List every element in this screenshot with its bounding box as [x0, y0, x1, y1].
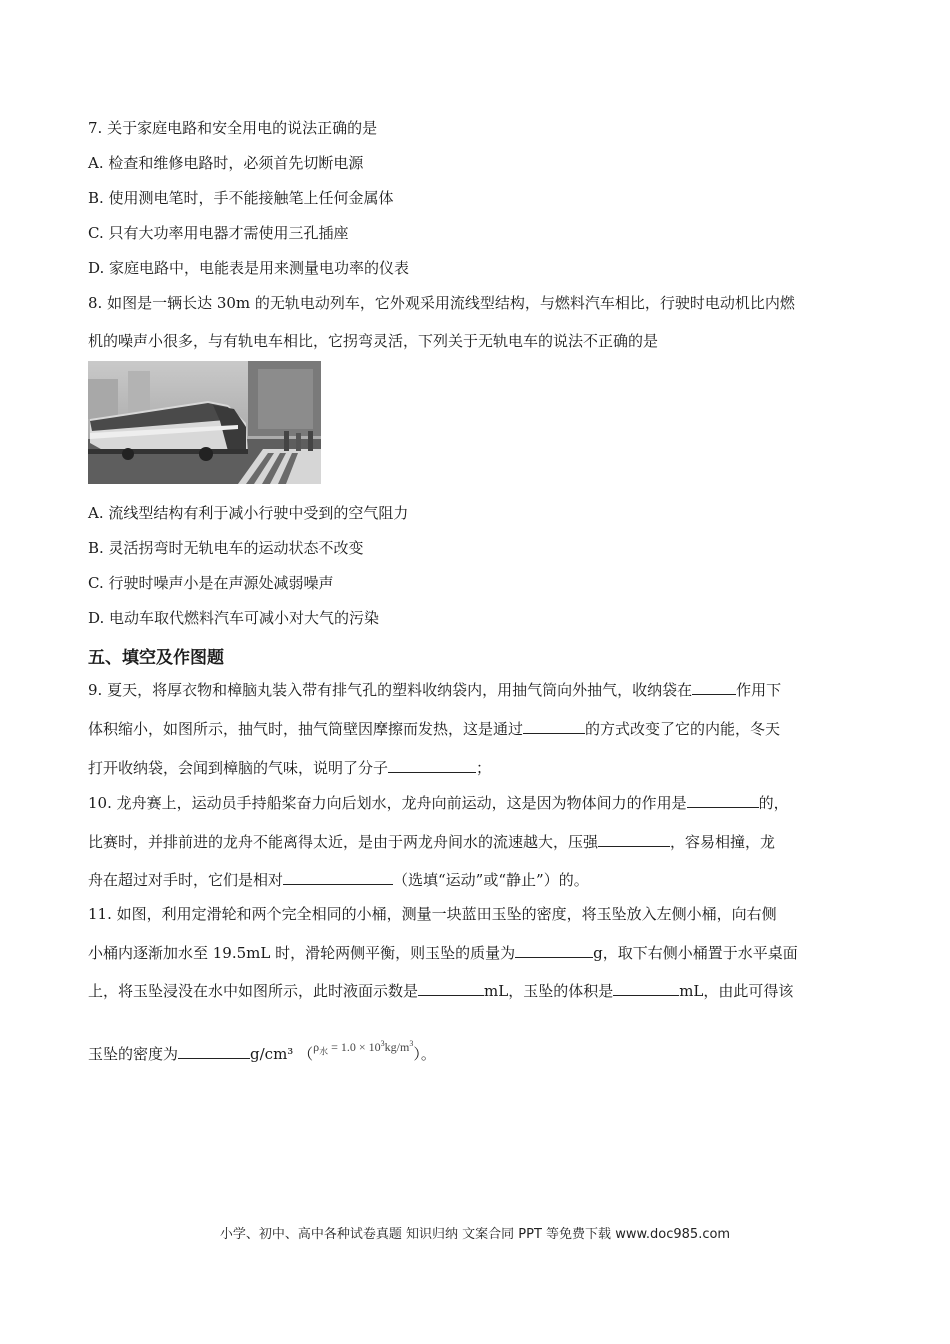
q10-text-3a: 舟在超过对手时，它们是相对: [88, 871, 284, 889]
q7-option-b: B. 使用测电笔时，手不能接触笔上任何金属体: [88, 189, 394, 207]
q11-text-3a: 上，将玉坠浸没在水中如图所示，此时液面示数是: [88, 982, 419, 1000]
q9-text-2a: 体积缩小，如图所示，抽气时，抽气筒壁因摩擦而发热，这是通过: [88, 720, 524, 738]
q7-option-a: A. 检查和维修电路时，必须首先切断电源: [88, 154, 364, 172]
q10-blank-2: [598, 831, 670, 847]
q11-blank-volume: [613, 980, 679, 996]
q8-stem-line2: 机的噪声小很多，与有轨电车相比，它拐弯灵活，下列关于无轨电车的说法不正确的是: [88, 332, 659, 350]
q9-text-1a: 9. 夏天，将厚衣物和樟脑丸装入带有排气孔的塑料收纳袋内，用抽气筒向外抽气，收纳袋在: [88, 681, 693, 699]
q10-line3: [88, 869, 589, 890]
q9-blank-2: [523, 718, 585, 734]
q10-text-3b: （选填“运动”或“静止”）的。: [393, 871, 589, 889]
q9-line3: [88, 757, 491, 778]
q8-option-d: D. 电动车取代燃料汽车可减小对大气的污染: [88, 609, 380, 627]
formula-exponent: 3: [380, 1039, 385, 1048]
q10-line1: [88, 792, 789, 813]
q9-line1: [88, 679, 781, 700]
q11-line4: [88, 1039, 436, 1069]
q11-blank-density: [178, 1043, 250, 1059]
q11-text-2a: 小桶内逐渐加水至 19.5mL 时，滑轮两侧平衡，则玉坠的质量为: [88, 944, 516, 962]
q7-option-d: D. 家庭电路中，电能表是用来测量电功率的仪表: [88, 259, 410, 277]
q7-stem: 7. 关于家庭电路和安全用电的说法正确的是: [88, 119, 378, 137]
formula-equals: = 1.0 × 10: [328, 1040, 381, 1054]
q10-text-2b: ，容易相撞，龙: [670, 833, 776, 851]
q10-blank-3: [283, 869, 393, 885]
q8-stem-line1: 8. 如图是一辆长达 30m 的无轨电动列车，它外观采用流线型结构，与燃料汽车相比，行驶时电动机比内燃: [88, 294, 795, 312]
q9-blank-3: [388, 757, 476, 773]
q9-text-3a: 打开收纳袋，会闻到樟脑的气味，说明了分子: [88, 759, 389, 777]
formula-subscript: 水: [319, 1046, 329, 1057]
q11-text-4b: g/cm³: [250, 1045, 294, 1063]
q11-text-2b: g，取下右侧小桶置于水平桌面: [593, 944, 798, 962]
formula-rho: ρ: [313, 1040, 320, 1054]
page-footer: 小学、初中、高中各种试卷真题 知识归纳 文案合同 PPT 等免费下载 www.doc985.com: [219, 1227, 731, 1242]
q11-text-4c: （: [298, 1045, 314, 1063]
q9-line2: [88, 718, 780, 739]
tram-illustration: [88, 361, 321, 484]
q10-blank-1: [687, 792, 759, 808]
q10-text-1b: 的，: [758, 794, 789, 812]
q10-line2: [88, 831, 775, 852]
trackless-tram-photo: [88, 361, 321, 484]
water-density-formula: [313, 1039, 414, 1057]
q11-text-3c: mL，由此可得该: [679, 982, 794, 1000]
q11-blank-level: [418, 980, 484, 996]
q11-blank-mass: [515, 942, 593, 958]
formula-unit: kg/m: [384, 1040, 410, 1054]
q8-option-a: A. 流线型结构有利于减小行驶中受到的空气阻力: [88, 504, 409, 522]
q8-option-b: B. 灵活拐弯时无轨电车的运动状态不改变: [88, 539, 364, 557]
q9-text-2b: 的方式改变了它的内能，冬天: [585, 720, 781, 738]
q9-text-3b: ；: [476, 759, 492, 777]
q8-option-c: C. 行驶时噪声小是在声源处减弱噪声: [88, 574, 334, 592]
q10-text-2a: 比赛时，并排前进的龙舟不能离得太近，是由于两龙舟间水的流速越大，压强: [88, 833, 599, 851]
q11-line2: [88, 942, 798, 963]
q11-text-4a: 玉坠的密度为: [88, 1045, 179, 1063]
q9-text-1b: 作用下: [736, 681, 782, 699]
q9-blank-1: [692, 679, 736, 695]
q7-option-c: C. 只有大功率用电器才需使用三孔插座: [88, 224, 349, 242]
q11-line3: [88, 980, 793, 1001]
q11-text-3b: mL，玉坠的体积是: [484, 982, 614, 1000]
formula-unit-exponent: 3: [409, 1039, 414, 1048]
section-heading: 五、填空及作图题: [88, 648, 224, 668]
q11-text-4d: ）。: [413, 1045, 436, 1063]
q10-text-1a: 10. 龙舟赛上，运动员手持船桨奋力向后划水，龙舟向前运动，这是因为物体间力的作用是: [88, 794, 687, 812]
q11-line1: 11. 如图，利用定滑轮和两个完全相同的小桶，测量一块蓝田玉坠的密度，将玉坠放入左侧小桶，向右侧: [88, 905, 777, 923]
